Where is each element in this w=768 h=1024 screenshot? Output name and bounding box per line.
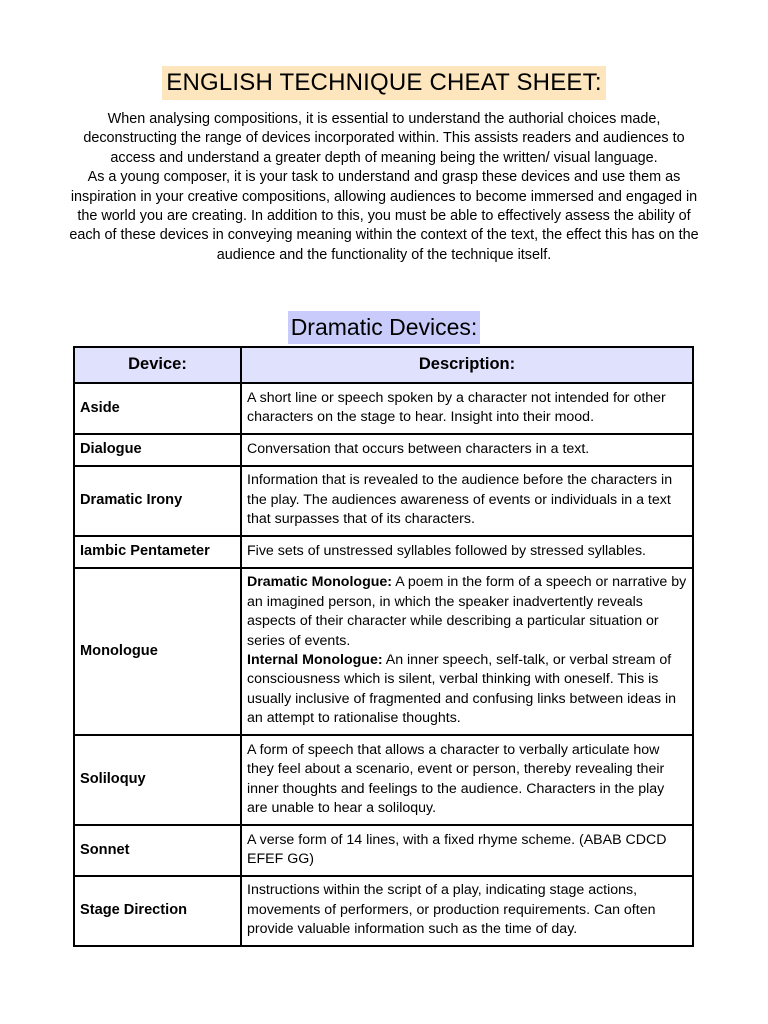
intro-paragraph-1: When analysing compositions, it is essential to understand the authorial choices made, deconstructing the range of devices incorporated within. This assists readers and audiences to access and understand a greater depth of meaning being the written/ visual language.: [83, 111, 685, 166]
table-header-row: [74, 347, 693, 383]
device-name: Monologue: [74, 568, 241, 735]
device-description: Five sets of unstressed syllables followed by stressed syllables.: [241, 536, 693, 568]
device-description: Instructions within the script of a play, indicating stage actions, movements of performers, or production requirements. Can often provide valuable information such as the time of day.: [241, 876, 693, 946]
device-description: A verse form of 14 lines, with a fixed rhyme scheme. (ABAB CDCD EFEF GG): [241, 825, 693, 876]
device-description: A form of speech that allows a character to verbally articulate how they feel about a scenario, event or person, thereby revealing their inner thoughts and feelings to the audience. Characters in the play are unable to hear a soliloquy.: [241, 735, 693, 825]
device-name: Dialogue: [74, 434, 241, 466]
device-name: Iambic Pentameter: [74, 536, 241, 568]
devices-table: [73, 346, 694, 947]
section-title: Dramatic Devices:: [288, 311, 481, 344]
table-row: [74, 735, 693, 825]
internal-monologue-text: An inner speech, self-talk, or verbal stream of consciousness which is silent, verbal thinking with oneself. This is usually inclusive of fragmented and confusing links between ideas in an attempt to rationalise thoughts.: [247, 652, 677, 727]
header-description: Description:: [241, 347, 693, 383]
dramatic-monologue-label: Dramatic Monologue:: [247, 574, 393, 591]
device-description: [241, 568, 693, 735]
intro-paragraph-2: As a young composer, it is your task to understand and grasp these devices and use them as inspiration in your creative compositions, allowing audiences to become immersed and engaged in the world you are creating. In addition to this, you must be able to effectively assess the ability of each of these devices in conveying meaning within the context of the text, the effect this has on the audience and the functionality of the technique itself.: [69, 169, 699, 263]
internal-monologue-label: Internal Monologue:: [247, 652, 383, 668]
table-row: [74, 876, 693, 946]
table-row: [74, 434, 693, 466]
intro-text: [68, 110, 700, 265]
device-name: Dramatic Irony: [74, 466, 241, 536]
page-title: ENGLISH TECHNIQUE CHEAT SHEET:: [162, 66, 605, 100]
device-name: Stage Direction: [74, 876, 241, 946]
device-description: Information that is revealed to the audience before the characters in the play. The audiences awareness of events or individuals in a text that surpasses that of its characters.: [241, 466, 693, 536]
table-row: [74, 383, 693, 434]
table-row: [74, 568, 693, 735]
dramatic-monologue-text: A poem in the form of a speech or narrative by an imagined person, in which the speaker inadvertently reveals aspects of their character while describing a particular situation or series of events.: [247, 574, 687, 649]
table-row: [74, 466, 693, 536]
device-name: Aside: [74, 383, 241, 434]
table-row: [74, 825, 693, 876]
table-row: [74, 536, 693, 568]
device-name: Sonnet: [74, 825, 241, 876]
device-description: Conversation that occurs between characters in a text.: [241, 434, 693, 466]
device-description: A short line or speech spoken by a character not intended for other characters on the stage to hear. Insight into their mood.: [241, 383, 693, 434]
device-name: Soliloquy: [74, 735, 241, 825]
header-device: Device:: [74, 347, 241, 383]
